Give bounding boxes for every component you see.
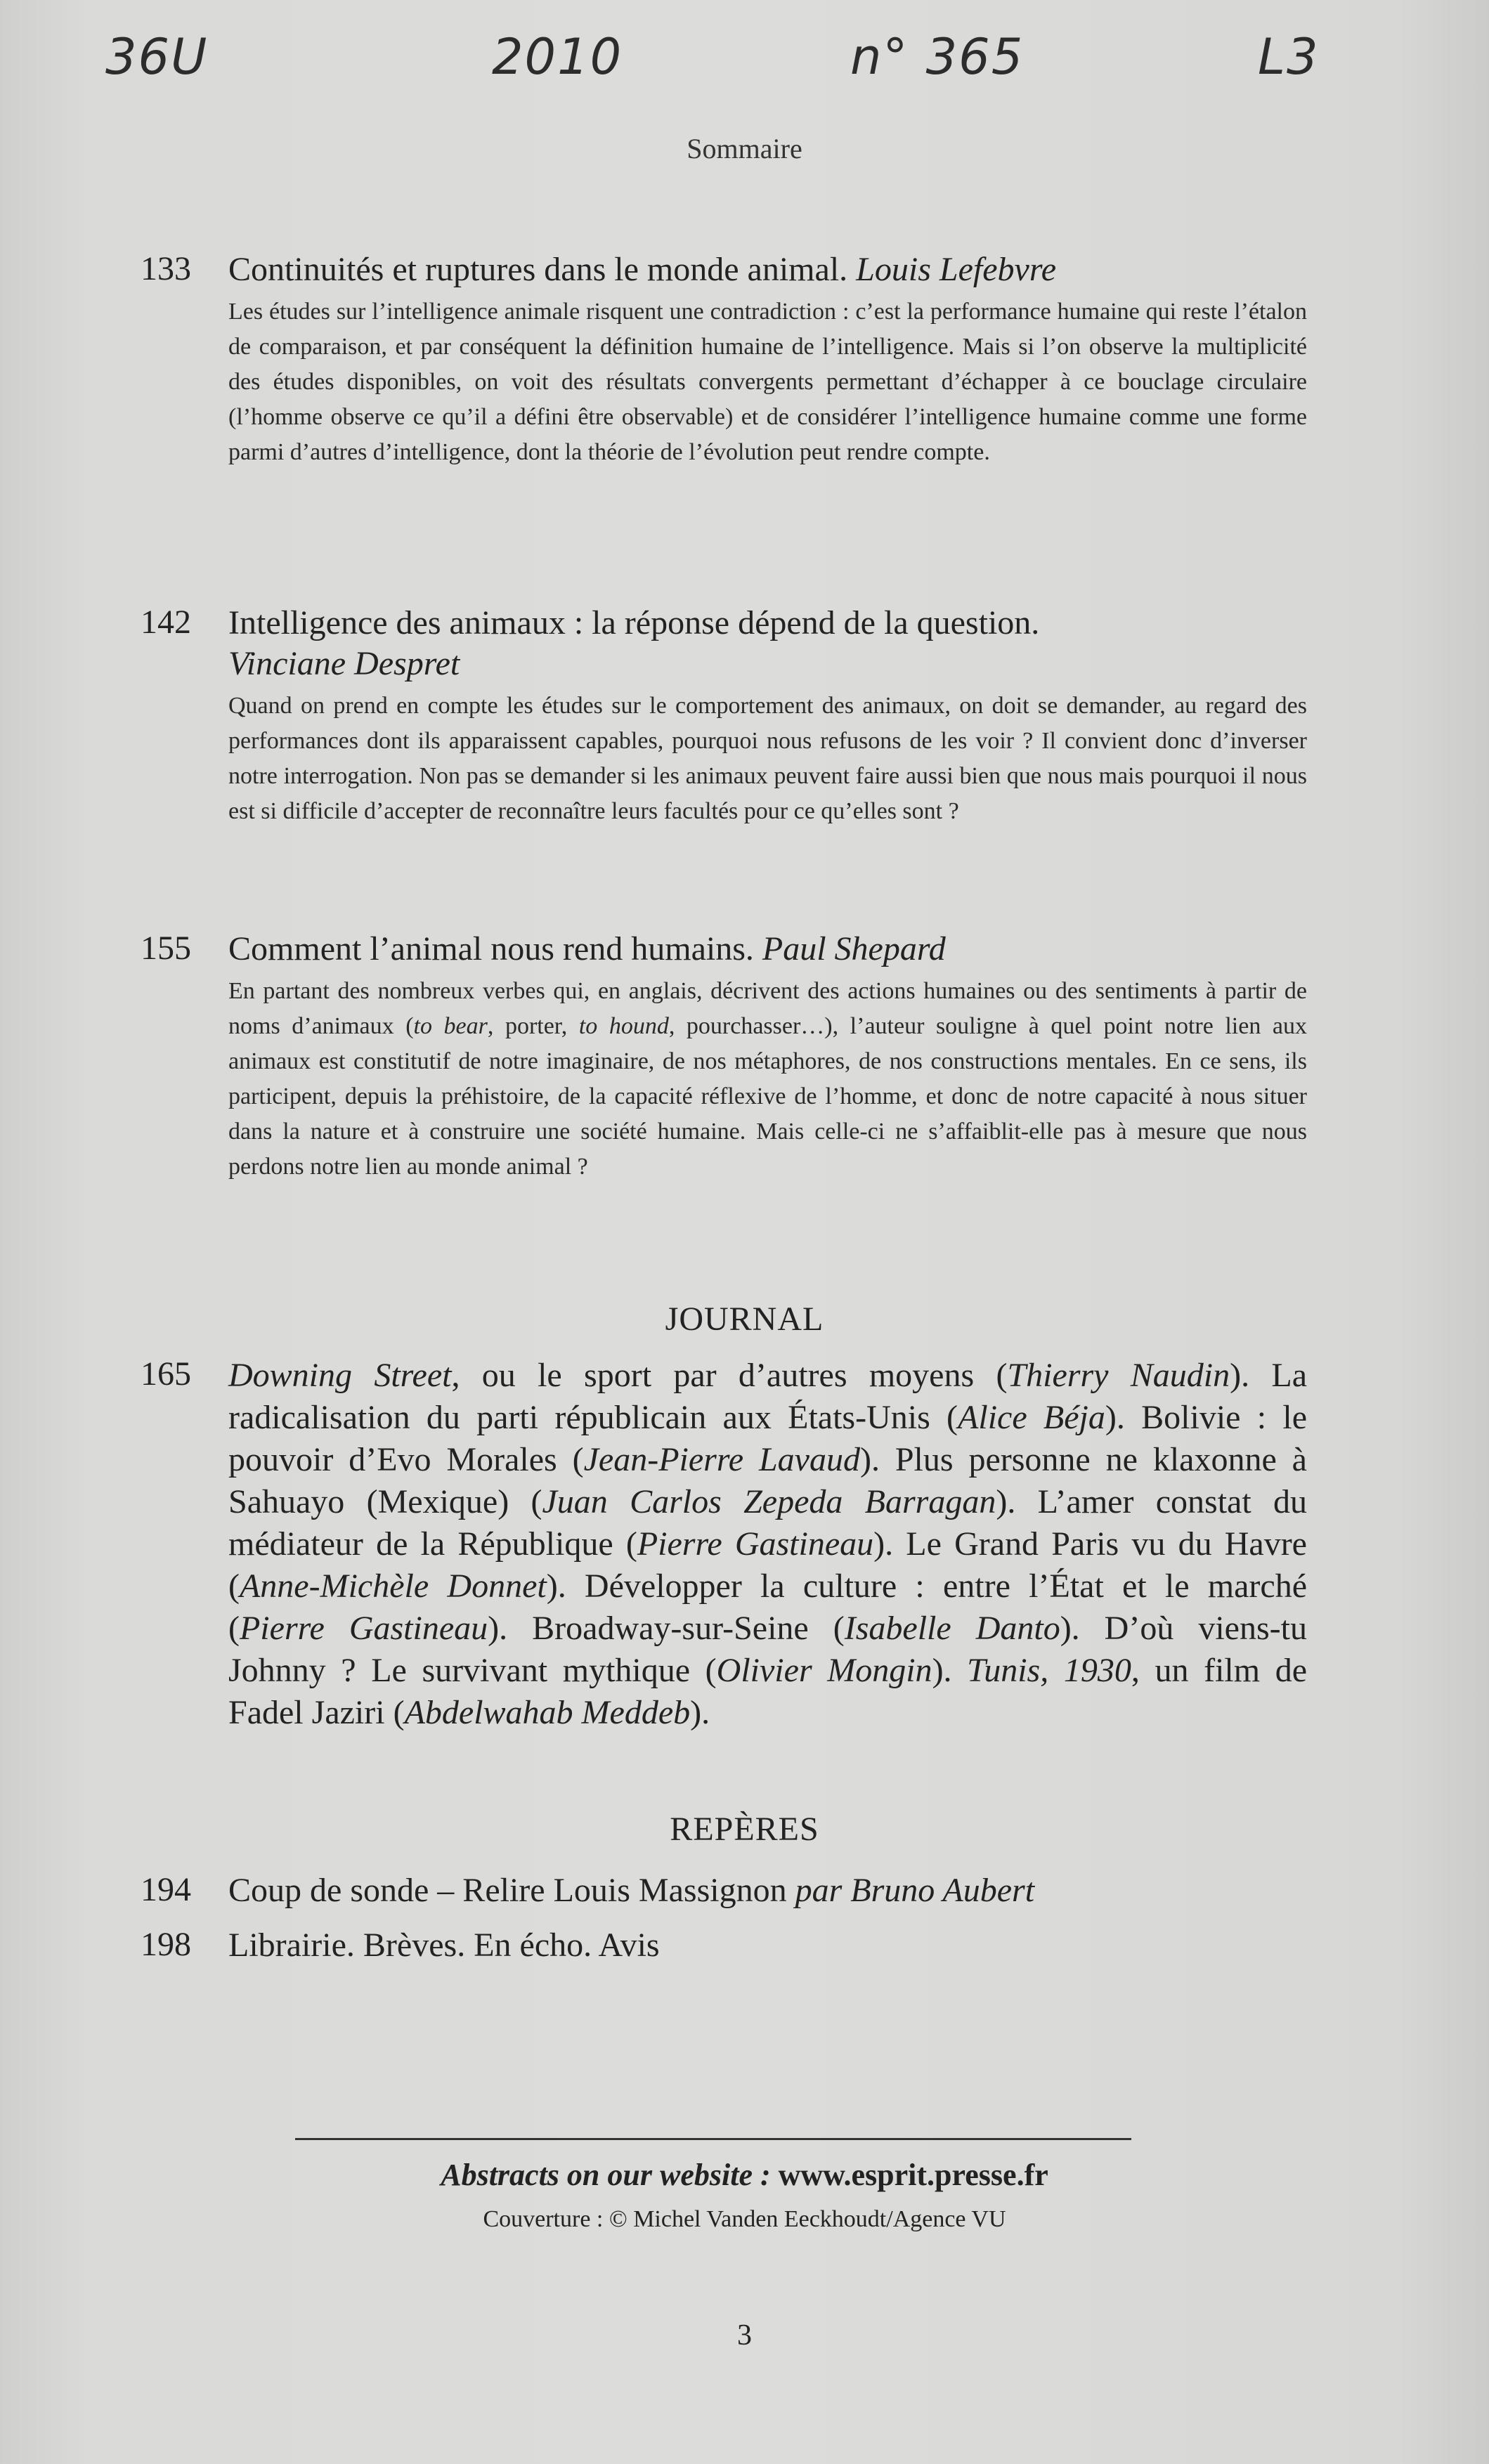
handwritten-note-4: L3 [1258, 28, 1320, 86]
toc-entry-165 [141, 1355, 1307, 1734]
entry-title [228, 929, 1307, 970]
entry-abstract: Les études sur l’intelligence animale risquent une contradiction : c’est la performance humaine qui reste l’étalon de comparaison, et par conséquent la définition humaine de l’intelligence. Mais si l’on observe la multiplicité des études disponibles, on voit des résultats convergents permettant d’échapper à ce bouclage circulaire (l’homme observe ce qu’il a défini être observable) et de considérer l’intelligence humaine comme une forme parmi d’autres d’intelligence, dont la théorie de l’évolution peut rendre compte. [228, 299, 1307, 465]
entry-page-number: 142 [141, 604, 191, 641]
handwritten-note-2: 2010 [492, 28, 623, 86]
entry-author: Louis Lefebvre [856, 251, 1057, 288]
entry-page-number: 155 [141, 930, 191, 967]
handwritten-note-3: n° 365 [850, 28, 1025, 86]
entry-title: Librairie. Brèves. En écho. Avis [228, 1927, 660, 1964]
toc-entry-155 [141, 929, 1307, 1185]
divider [295, 2138, 1131, 2140]
entry-abstract: En partant des nombreux verbes qui, en anglais, décrivent des actions humaines ou des sentiments à partir de noms d’animaux (to bear, porter, to hound, pourchasser…), l’auteur souligne à quel point notre lien aux animaux est constitutif de notre imaginaire, de nos métaphores, de nos constructions mentales. En ce sens, ils participent, depuis la préhistoire, de la capacité réflexive de l’homme, et donc de notre capacité à nous situer dans la nature et à construire une société humaine. Mais celle-ci ne s’affaiblit-elle pas à mesure que nous perdons notre lien au monde animal ? [228, 978, 1307, 1180]
website-label: Abstracts on our website : [441, 2158, 771, 2192]
toc-entry-198 [141, 1925, 1307, 1966]
page-number: 3 [737, 2319, 752, 2352]
entry-title [228, 249, 1307, 290]
entry-page-number: 198 [141, 1926, 191, 1963]
website-url: www.esprit.presse.fr [770, 2158, 1048, 2192]
website-line [0, 2157, 1489, 2193]
entry-author: par Bruno Aubert [795, 1872, 1035, 1909]
entry-author: Vinciane Despret [228, 645, 460, 682]
entry-title-text: Continuités et ruptures dans le monde animal. [228, 251, 848, 288]
entry-title-text: Comment l’animal nous rend humains. [228, 930, 754, 967]
toc-entry-194 [141, 1870, 1307, 1911]
entry-page-number: 165 [141, 1355, 191, 1393]
entry-title: Coup de sonde – Relire Louis Massignon par Bruno Aubert [228, 1872, 1035, 1909]
entry-page-number: 194 [141, 1871, 191, 1908]
entry-title [228, 603, 1307, 684]
entry-abstract: Quand on prend en compte les études sur le comportement des animaux, on doit se demander, au regard des performances dont ils apparaissent capables, pourquoi nous refusons de les voir ? Il convient donc d’inverser notre interrogation. Non pas se demander si les animaux peuvent faire aussi bien que nous mais pourquoi il nous est si difficile d’accepter de reconnaître leurs facultés pour ce qu’elles sont ? [228, 693, 1307, 824]
page-title: Sommaire [687, 133, 802, 164]
entry-page-number: 133 [141, 250, 191, 287]
toc-entry-142 [141, 603, 1307, 829]
section-heading-reperes: REPÈRES [670, 1811, 819, 1848]
section-heading-journal: JOURNAL [665, 1301, 824, 1338]
toc-entry-133 [141, 249, 1307, 470]
cover-credit: Couverture : © Michel Vanden Eeckhoudt/Agence VU [483, 2206, 1006, 2232]
entry-author: Paul Shepard [762, 930, 946, 967]
handwritten-note-1: 36U [105, 28, 209, 86]
journal-contents: Downing Street, ou le sport par d’autres moyens (Thierry Naudin). La radicalisation du parti républicain aux États-Unis (Alice Béja). Bolivie : le pouvoir d’Evo Morales (Jean-Pierre Lavaud). Plus personne ne klaxonne à Sahuayo (Mexique) (Juan Carlos Zepeda Barragan). L’amer constat du médiateur de la République (Pierre Gastineau). Le Grand Paris vu du Havre (Anne-Michèle Donnet). Développer la culture : entre l’État et le marché (Pierre Gastineau). Broadway-sur-Seine (Isabelle Danto). D’où viens-tu Johnny ? Le survivant mythique (Olivier Mongin). Tunis, 1930, un film de Fadel Jaziri (Abdelwahab Meddeb). [228, 1357, 1308, 1731]
entry-title-text: Intelligence des animaux : la réponse dépend de la question. [228, 604, 1040, 641]
